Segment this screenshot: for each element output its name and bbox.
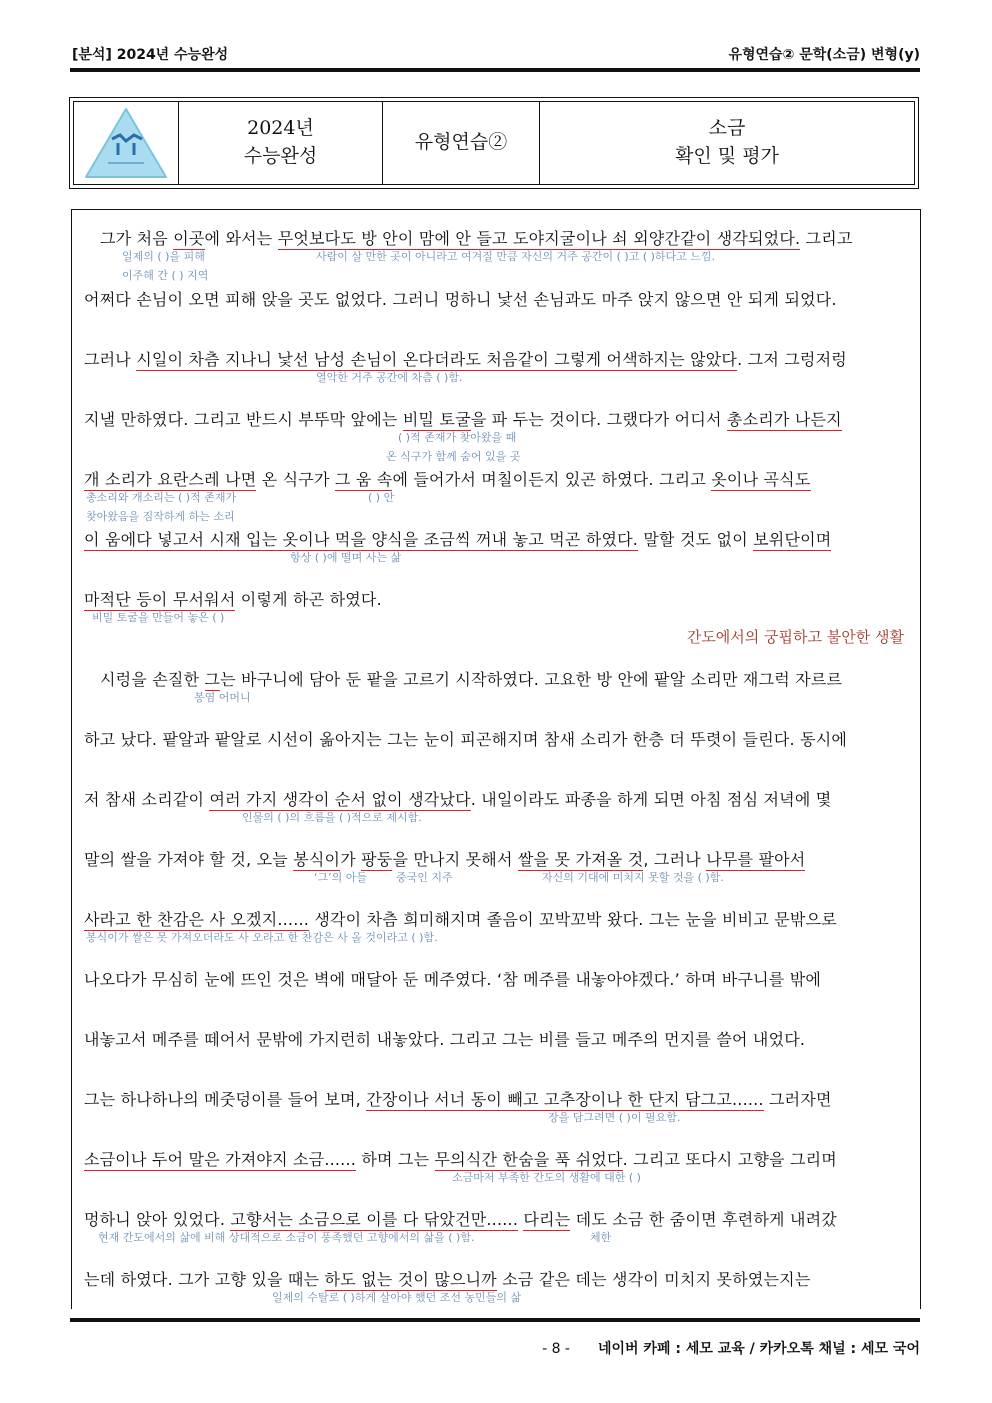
section-title: 유형연습② <box>414 131 508 154</box>
annotation: 일제의 수탈로 ( )하게 살아야 했던 조선 농민들의 삶 <box>272 1291 522 1304</box>
footer-channel: 네이버 카페 : 세모 교육 / 카카오톡 채널 : 세모 국어 <box>597 1341 920 1357</box>
annotation: 봉식이가 쌀은 못 가져오더라도 사 오라고 한 찬감은 사 올 것이라고 ( )함. <box>86 931 438 944</box>
annotation: 찾아왔음을 짐작하게 하는 소리 <box>86 510 235 523</box>
annotation: 비밀 토굴을 만들어 놓은 ( ) <box>92 611 225 624</box>
passage-line-7: 마적단 등이 무서워서 이렇게 하곤 하였다. <box>84 590 382 609</box>
annotation: 체한 <box>590 1231 612 1244</box>
annotation: 열악한 거주 공간에 차츰 ( )함. <box>316 371 463 384</box>
passage-line-8: 시렁을 손질한 그는 바구니에 담아 둔 팥을 고르기 시작하였다. 고요한 방 안에 팥알 소리만 재그럭 자르르 <box>100 670 843 689</box>
annotation: 총소리와 개소리는 ( )적 존재가 <box>86 491 237 504</box>
title-table <box>69 97 919 189</box>
annotation: 사람이 살 만한 곳이 아니라고 여겨질 만큼 자신의 거주 공간이 ( )고 ( )하다고 느낌. <box>316 250 716 263</box>
passage-line-11: 말의 쌀을 가져야 할 것, 오늘 봉식이가 팡둥을 만나지 못해서 쌀을 못 가져올 것, 그러나 나무를 팔아서 <box>84 850 806 869</box>
passage-line-18: 는데 하였다. 그가 고향 있을 때는 하도 없는 것이 많으니까 소금 같은 데는 생각이 미치지 못하였는지는 <box>84 1270 811 1289</box>
section-cell <box>383 102 540 184</box>
book-cell <box>179 102 383 184</box>
passage-line-6: 이 움에다 넣고서 시재 입는 옷이나 먹을 양식을 조금씩 꺼내 놓고 먹곤 하였다. 말할 것도 없이 보위단이며 <box>84 530 832 549</box>
annotation: 일제의 ( )을 피해 <box>122 250 205 263</box>
annotation: ‘그’의 아들 <box>314 871 367 884</box>
passage-line-15: 그는 하나하나의 메줏덩이를 들어 보며, 간장이나 서너 동이 빼고 고추장이나 한 단지 담그고...... 그러자면 <box>84 1090 832 1109</box>
passage-line-17: 멍하니 앉아 있었다. 고향서는 소금으로 이를 다 닦았건만...... 다리는 데도 소금 한 줌이면 후련하게 내려갔 <box>84 1210 837 1229</box>
annotation: 항상 ( )에 떨며 사는 삶 <box>290 551 402 564</box>
annotation: 인물의 ( )의 흐름을 ( )적으로 제시함. <box>242 811 422 824</box>
header-left: [분석] 2024년 수능완성 <box>72 47 229 63</box>
annotation: ( ) 안 <box>368 491 395 504</box>
page-number: - 8 - <box>542 1341 570 1357</box>
footer <box>542 1338 920 1358</box>
header-right: 유형연습② 문학(소금) 변형(y) <box>728 47 920 63</box>
section-summary: 간도에서의 궁핍하고 불안한 생활 <box>686 628 904 646</box>
passage-box <box>71 209 921 1309</box>
annotation: 봉염 어머니 <box>194 691 251 704</box>
work-title: 소금 <box>708 117 746 140</box>
book-title: 수능완성 <box>243 145 318 167</box>
passage-line-10: 저 참새 소리같이 여러 가지 생각이 순서 없이 생각났다. 내일이라도 파종을 하게 되면 아침 점심 저녁에 몇 <box>84 790 832 809</box>
logo-cell <box>74 102 179 184</box>
passage-line-5: 개 소리가 요란스레 나면 온 식구가 그 움 속에 들어가서 며칠이든지 있곤 하였다. 그리고 옷이나 곡식도 <box>84 470 811 489</box>
annotation: 자신의 기대에 미치지 못할 것을 ( )함. <box>542 871 724 884</box>
passage-line-1: 그가 처음 이곳에 와서는 무엇보다도 방 안이 맘에 안 들고 도야지굴이나 쇠 외양간같이 생각되었다. 그리고 <box>100 229 853 248</box>
passage-line-9: 하고 났다. 팥알과 팥알로 시선이 옮아지는 그는 눈이 피곤해지며 참새 소리가 한층 더 뚜렷이 들린다. 동시에 <box>84 730 848 749</box>
passage-line-14: 내놓고서 메주를 떼어서 문밖에 가지런히 내놓았다. 그리고 그는 비를 들고 메주의 먼지를 쓸어 내었다. <box>84 1030 806 1049</box>
annotation: 온 식구가 함께 숨어 있을 곳 <box>386 450 521 463</box>
semo-logo-icon <box>82 105 170 181</box>
annotation: 장을 담그려면 ( )이 필요함. <box>548 1111 681 1124</box>
annotation: 중국인 지주 <box>396 871 453 884</box>
book-year: 2024년 <box>247 117 314 140</box>
header-rule <box>70 68 920 72</box>
passage-line-16: 소금이나 두어 말은 가져야지 소금...... 하며 그는 무의식간 한숨을 푹 쉬었다. 그리고 또다시 고향을 그리며 <box>84 1150 837 1169</box>
passage-line-13: 나오다가 무심히 눈에 뜨인 것은 벽에 매달아 둔 메주였다. ‘참 메주를 내놓아야겠다.’ 하며 바구니를 밖에 <box>84 970 822 989</box>
passage-line-12: 사라고 한 찬감은 사 오겠지...... 생각이 차츰 희미해지며 졸음이 꼬박꼬박 왔다. 그는 눈을 비비고 문밖으로 <box>84 910 837 929</box>
passage-line-2: 어쩌다 손님이 오면 피해 앉을 곳도 없었다. 그러니 멍하니 낯선 손님과도 마주 앉지 않으면 안 되게 되었다. <box>84 290 837 309</box>
annotation: 이주해 간 ( ) 지역 <box>122 269 209 282</box>
annotation: ( )적 존재가 찾아왔을 때 <box>398 431 517 444</box>
work-cell <box>540 102 914 184</box>
annotation: 소금마저 부족한 간도의 생활에 대한 ( ) <box>452 1171 641 1184</box>
passage-line-4: 지낼 만하였다. 그리고 반드시 부뚜막 앞에는 비밀 토굴을 파 두는 것이다. 그랬다가 어디서 총소리가 나든지 <box>84 410 842 429</box>
work-subtitle: 확인 및 평가 <box>675 145 779 167</box>
annotation: 현재 간도에서의 삶에 비해 상대적으로 소금이 풍족했던 고향에서의 삶을 ( )함. <box>98 1231 475 1244</box>
footer-rule <box>70 1318 920 1322</box>
passage-line-3: 그러나 시일이 차츰 지나니 낯선 남성 손님이 온다더라도 처음같이 그렇게 어색하지는 않았다. 그저 그렁저렁 <box>84 350 847 369</box>
